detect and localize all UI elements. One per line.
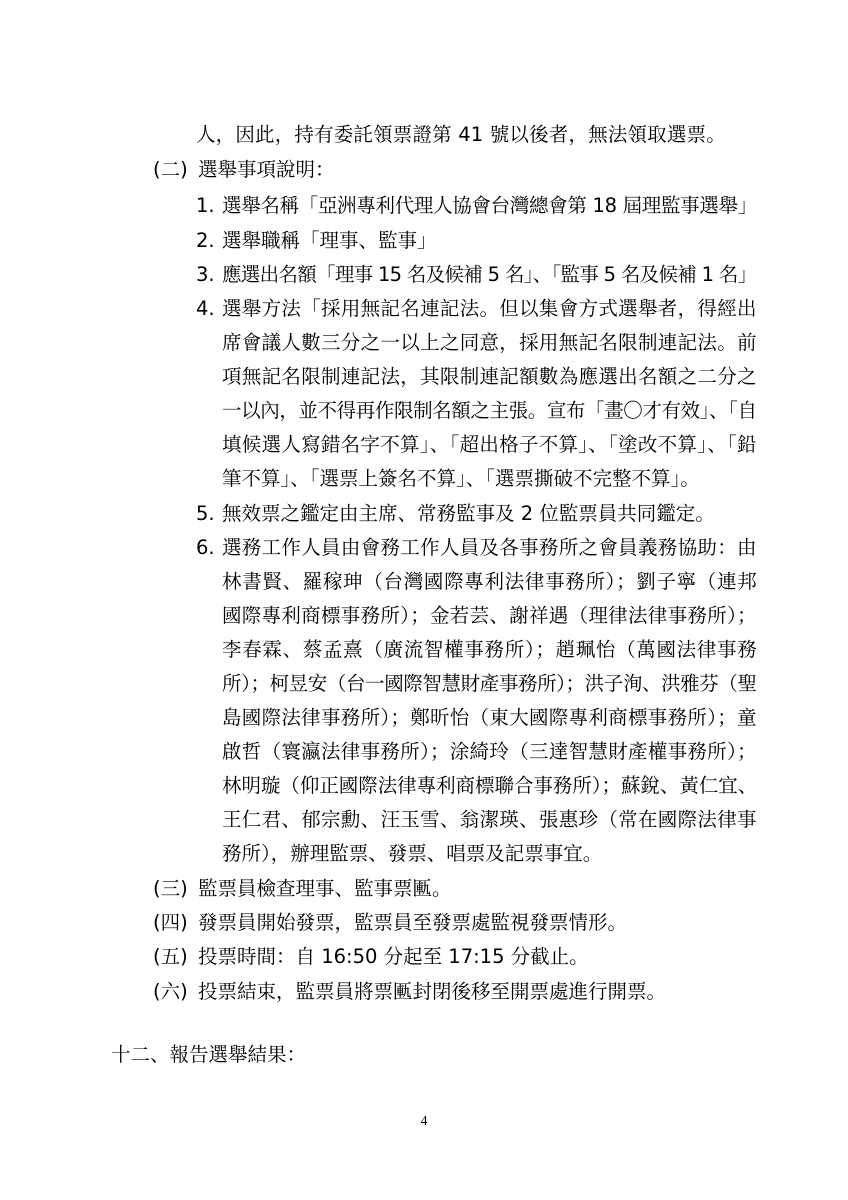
item-line: 選務工作人員由會務工作人員及各事務所之會員義務協助：由	[222, 536, 757, 559]
section-two-title: 選舉事項說明：	[198, 158, 335, 181]
item-line: 務所），辦理監票、發票、唱票及記票事宜。	[222, 842, 603, 865]
item-line: 席會議人數三分之一以上之同意，採用無記名限制連記法。前	[222, 331, 757, 354]
section-text: 投票結束，監票員將票匭封閉後移至開票處進行開票。	[198, 980, 667, 1003]
page-number: 4	[420, 1114, 428, 1129]
item-line: 國際專利商標事務所）；金若芸、謝祥遇（理律法律事務所）；	[222, 604, 757, 627]
item-line: 筆不算」、「選票上簽名不算」、「選票撕破不完整不算」。	[222, 467, 700, 490]
item-line: 林明璇（仰正國際法律專利商標聯合事務所）；蘇銳、黃仁宜、	[222, 774, 758, 797]
continuation-line: 人，因此，持有委託領票證第 41 號以後者，無法領取選票。	[196, 123, 726, 146]
item-line: 王仁君、郁宗勳、汪玉雪、翁潔瑛、張惠珍（常在國際法律事	[222, 808, 757, 831]
item-line: 應選出名額「理事 15 名及候補 5 名」、「監事 5 名及候補 1 名」	[222, 263, 757, 286]
section-marker: (四)	[153, 911, 188, 934]
item-line: 島國際法律事務所）；鄭昕怡（東大國際專利商標事務所）；童	[222, 706, 757, 729]
section-two-marker: (二)	[153, 158, 188, 181]
item-line: 無效票之鑑定由主席、常務監事及 2 位監票員共同鑑定。	[222, 502, 715, 525]
section-marker: (六)	[153, 980, 188, 1003]
item-line: 啟哲（寰瀛法律事務所）；涂綺玲（三達智慧財產權事務所）；	[222, 740, 757, 763]
section-text: 投票時間：自 16:50 分起至 17:15 分截止。	[198, 945, 589, 968]
item-line: 項無記名限制連記法，其限制連記額數為應選出名額之二分之	[222, 365, 757, 388]
item-line: 一以內，並不得再作限制名額之主張。宣布「畫〇才有效」、「自	[222, 399, 757, 422]
item-line: 選舉方法「採用無記名連記法。但以集會方式選舉者，得經出	[222, 297, 757, 320]
section-marker: (五)	[153, 945, 188, 968]
item-line: 填候選人寫錯名字不算」、「超出格子不算」、「塗改不算」、「鉛	[222, 433, 757, 456]
item-number: 5.	[196, 502, 215, 525]
item-number: 3.	[196, 263, 215, 286]
item-number: 6.	[196, 536, 215, 559]
section-marker: (三)	[153, 877, 188, 900]
item-line: 所）；柯昱安（台一國際智慧財產事務所）；洪子洵、洪雅芬（聖	[222, 672, 757, 695]
item-line: 林書賢、羅稼珅（台灣國際專利法律事務所）；劉子寧（連邦	[222, 570, 758, 593]
item-number: 2.	[196, 229, 215, 252]
item-line: 李春霖、蔡孟熹（廣流智權事務所）；趙珮怡（萬國法律事務	[222, 638, 758, 661]
item-line: 選舉名稱「亞洲專利代理人協會台灣總會第 18 屆理監事選舉」	[222, 194, 757, 217]
section-heading: 十二、報告選舉結果：	[111, 1043, 307, 1066]
item-line: 選舉職稱「理事、監事」	[222, 229, 437, 252]
item-number: 1.	[196, 194, 215, 217]
item-number: 4.	[196, 297, 215, 320]
section-text: 監票員檢查理事、監事票匭。	[198, 877, 452, 900]
section-text: 發票員開始發票，監票員至發票處監視發票情形。	[198, 911, 628, 934]
